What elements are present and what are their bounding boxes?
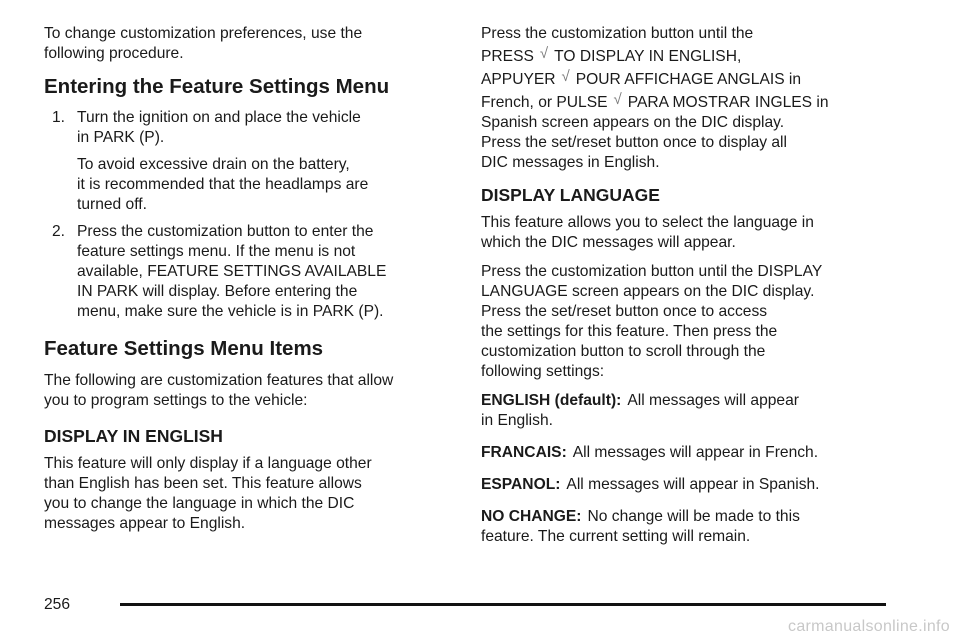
left-column bbox=[44, 24, 449, 534]
page-number: 256 bbox=[44, 596, 71, 613]
checkmark-icon: √ bbox=[613, 91, 622, 108]
intro-paragraph: To change customization preferences, use the following procedure. bbox=[44, 25, 363, 62]
display-language-instructions: Press the customization button until the DISPLAY LANGUAGE screen appears on the DIC display. Press the set/reset button once to access the settings for this feature. Then press the customization button to scroll through the following settings: bbox=[481, 263, 823, 380]
step-1-note: To avoid excessive drain on the battery, it is recommended that the headlamps are turned off. bbox=[77, 156, 369, 213]
option-english: ENGLISH (default): All messages will appear in English. bbox=[481, 392, 799, 429]
display-language-paragraph: This feature allows you to select the language in which the DIC messages will appear. bbox=[481, 214, 814, 251]
option-francais: FRANCAIS: All messages will appear in French. bbox=[481, 444, 819, 461]
display-in-english-paragraph: This feature will only display if a language other than English has been set. This feature allows you to change the language in which the DIC messages appear to English. bbox=[44, 455, 372, 532]
option-espanol: ESPANOL: All messages will appear in Spanish. bbox=[481, 476, 820, 493]
right-column bbox=[481, 24, 901, 547]
step-1: 1. Turn the ignition on and place the vehicle in PARK (P). bbox=[52, 109, 361, 146]
step-2: 2. Press the customization button to enter the feature settings menu. If the menu is not available, FEATURE SETTINGS AVAILABLE IN PARK will display. Before entering the menu, make sure the vehicle is in PARK (P). bbox=[52, 223, 387, 320]
option-no-change: NO CHANGE: No change will be made to this feature. The current setting will remain. bbox=[481, 508, 800, 545]
checkmark-icon: √ bbox=[561, 68, 570, 85]
footer-divider bbox=[120, 603, 886, 606]
watermark: carmanualsonline.info bbox=[788, 618, 950, 635]
menu-items-paragraph: The following are customization features that allow you to program settings to the vehicle: bbox=[44, 372, 394, 409]
section-heading-menu-items: Feature Settings Menu Items bbox=[44, 337, 324, 360]
checkmark-icon: √ bbox=[539, 45, 549, 62]
press-customization-paragraph: Press the customization button until the PRESS √ TO DISPLAY IN ENGLISH, APPUYER √ POUR AFFICHAGE ANGLAIS in French, or PULSE √ PARA MOSTRAR INGLES in Spanish screen appears on the DIC display. Press the set/reset button once to display all DIC messages in English. bbox=[481, 25, 829, 171]
section-heading-entering-menu: Entering the Feature Settings Menu bbox=[44, 75, 390, 98]
subheading-display-in-english: DISPLAY IN ENGLISH bbox=[44, 426, 223, 446]
subheading-display-language: DISPLAY LANGUAGE bbox=[481, 185, 660, 205]
